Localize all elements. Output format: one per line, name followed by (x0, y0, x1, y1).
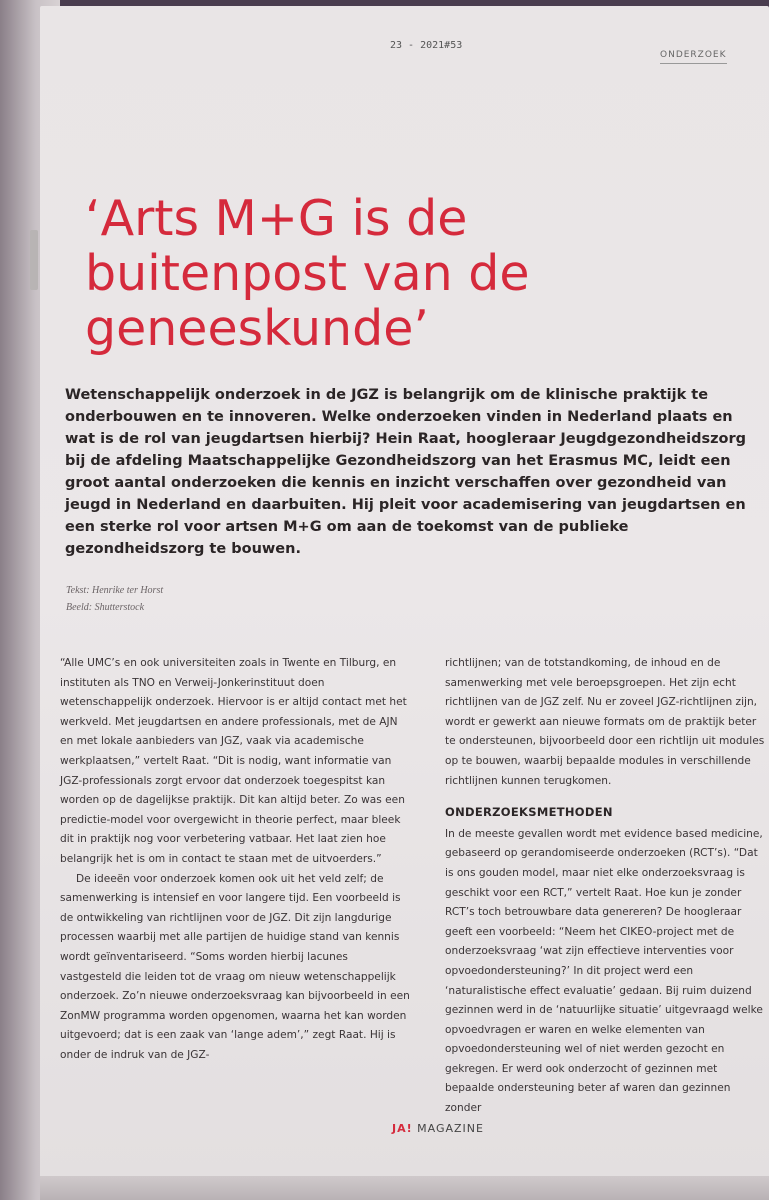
body-paragraph: richtlijnen; van de totstandkoming, de inhoud en de samenwerking met vele beroepsgroepen. Het zijn echt richtlijnen van de JGZ zelf. Nu er zoveel JGZ-richtlijnen zijn, wordt er gewerkt aan nieuwe formats om de praktijk beter te ondersteunen, bijvoorbeeld door een richtlijn uit modules op te bouwen, waarbij bepaalde modules in verschillende richtlijnen kunnen terugkomen. (445, 657, 765, 787)
credit-text: Tekst: Henrike ter Horst (66, 585, 164, 596)
staple (30, 230, 38, 290)
page-folio: 23 - 2021#53 (390, 40, 463, 51)
magazine-logo-text: MAGAZINE (412, 1122, 484, 1135)
magazine-logo (392, 1122, 484, 1135)
credit-image: Beeld: Shutterstock (66, 602, 145, 613)
article-intro: Wetenschappelijk onderzoek in de JGZ is belangrijk om de klinische praktijk te onderbouwen en te innoveren. Welke onderzoeken vinden in Nederland plaats en wat is de rol van jeugdartsen hierbij? Hein Raat, hoogleraar Jeugdgezondheidszorg bij de afdeling Maatschappelijke Gezondheidszorg van het Erasmus MC, leidt een groot aantal onderzoeken die kennis en inzicht verschaffen over gezondheid van jeugd in Nederland en daarbuiten. Hij pleit voor academisering van jeugdartsen en een sterke rol voor artsen M+G om aan de toekomst van de publieke gezondheidszorg te bouwen. (65, 387, 747, 557)
article-headline: ‘Arts M+G is de buitenpost van de geneeskunde’ (85, 190, 530, 357)
article-credits (66, 582, 163, 616)
body-paragraph: “Alle UMC’s en ook universiteiten zoals in Twente en Tilburg, en instituten als TNO en Verweij-Jonkerinstituut doen wetenschappelijk onderzoek. Hiervoor is er altijd contact met het werkveld. Met jeugdartsen en andere professionals, met de AJN en met lokale aanbieders van JGZ, vaak via academische werkplaatsen,” vertelt Raat. “Dit is nodig, want informatie van JGZ-professionals zorgt ervoor dat onderzoek toegespitst kan worden op de dagelijkse praktijk. Dit kan altijd beter. Zo was een predictie-model voor overgewicht in theorie perfect, maar bleek dit in praktijk nog voor verbetering vatbaar. Het laat zien hoe belangrijk het is om in contact te staan met de uitvoerders.” (60, 657, 407, 865)
subheading: ONDERZOEKSMETHODEN (445, 805, 613, 820)
body-column-right (445, 654, 769, 1119)
body-column-left (60, 654, 410, 1065)
page-bottom-edge (40, 1176, 769, 1200)
body-paragraph: In de meeste gevallen wordt met evidence based medicine, gebaseerd op gerandomiseerde onderzoeken (RCT’s). “Dat is ons gouden model, maar niet elke onderzoeksvraag is geschikt voor een RCT,” vertelt Raat. Hoe kun je zonder RCT’s toch betrouwbare data genereren? De hoogleraar geeft een voorbeeld: “Neem het CIKEO-project met de onderzoeksvraag ‘wat zijn effectieve interventies voor opvoedondersteuning?’ In dit project werd een ‘naturalistische effect evaluatie’ gedaan. Bij ruim duizend gezinnen werd in de ‘natuurlijke situatie’ uitgevraagd welke opvoedvragen er waren en welke elementen van opvoedondersteuning wel of niet werden gezocht en gekregen. Er werd ook onderzocht of gezinnen met bepaalde ondersteuning beter af waren dan gezinnen zonder (445, 827, 763, 1115)
magazine-logo-ja: JA! (392, 1122, 413, 1135)
body-paragraph: De ideeën voor onderzoek komen ook uit het veld zelf; de samenwerking is intensief en voor langere tijd. Een voorbeeld is de ontwikkeling van richtlijnen voor de JGZ. Dit zijn langdurige processen waarbij met alle partijen de huidige stand van kennis wordt geïnventariseerd. “Soms worden hierbij lacunes vastgesteld die leiden tot de vraag om nieuw wetenschappelijk onderzoek. Zo’n nieuwe onderzoeksvraag kan bijvoorbeeld in een ZonMW programma worden opgenomen, waarna het kan worden uitgevoerd; dat is een zaak van ‘lange adem’,” zegt Raat. Hij is onder de indruk van de JGZ- (60, 872, 410, 1061)
magazine-page (40, 6, 769, 1182)
section-label: ONDERZOEK (660, 50, 727, 64)
